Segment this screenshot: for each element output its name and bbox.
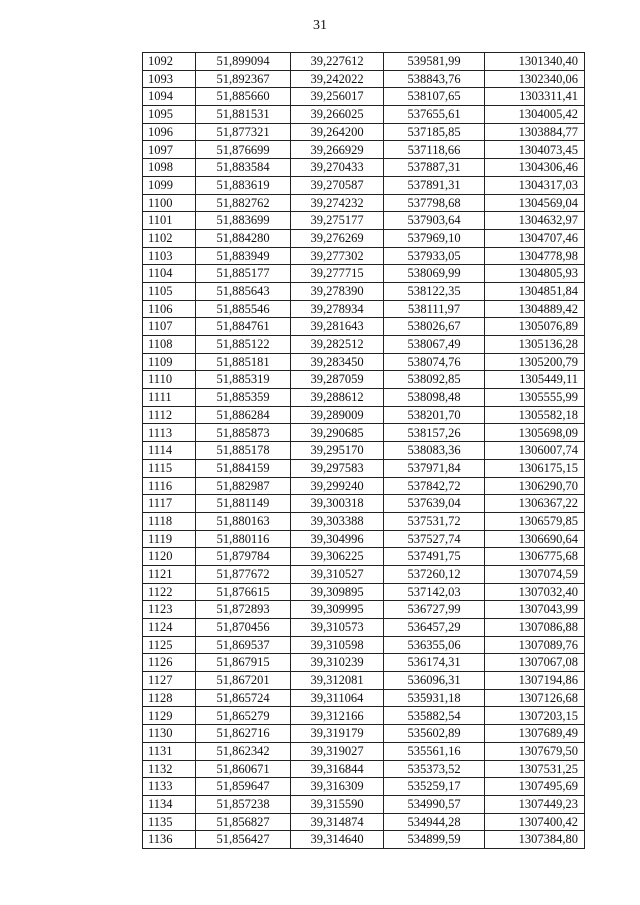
longitude-cell: 39,310598 [291,636,384,654]
y-coordinate-cell: 1305076,89 [485,318,585,336]
latitude-cell: 51,883619 [196,176,291,194]
longitude-cell: 39,290685 [291,424,384,442]
y-coordinate-cell: 1307126,68 [485,689,585,707]
longitude-cell: 39,266929 [291,141,384,159]
point-number-cell: 1112 [143,406,196,424]
table-row [143,194,585,212]
point-number-cell: 1136 [143,831,196,849]
table-row [143,707,585,725]
point-number-cell: 1096 [143,123,196,141]
latitude-cell: 51,867915 [196,654,291,672]
table-row [143,477,585,495]
y-coordinate-cell: 1304632,97 [485,212,585,230]
longitude-cell: 39,304996 [291,530,384,548]
table-row [143,795,585,813]
latitude-cell: 51,883699 [196,212,291,230]
table-row [143,778,585,796]
latitude-cell: 51,867201 [196,672,291,690]
x-coordinate-cell: 535259,17 [384,778,485,796]
table-row [143,353,585,371]
y-coordinate-cell: 1305200,79 [485,353,585,371]
latitude-cell: 51,862716 [196,725,291,743]
latitude-cell: 51,869537 [196,636,291,654]
longitude-cell: 39,303388 [291,512,384,530]
x-coordinate-cell: 538201,70 [384,406,485,424]
y-coordinate-cell: 1304306,46 [485,159,585,177]
longitude-cell: 39,227612 [291,53,384,71]
latitude-cell: 51,882762 [196,194,291,212]
point-number-cell: 1105 [143,282,196,300]
latitude-cell: 51,885181 [196,353,291,371]
point-number-cell: 1122 [143,583,196,601]
x-coordinate-cell: 536355,06 [384,636,485,654]
y-coordinate-cell: 1304851,84 [485,282,585,300]
table-row [143,548,585,566]
longitude-cell: 39,309995 [291,601,384,619]
y-coordinate-cell: 1307495,69 [485,778,585,796]
table-row [143,459,585,477]
y-coordinate-cell: 1305449,11 [485,371,585,389]
point-number-cell: 1119 [143,530,196,548]
y-coordinate-cell: 1307689,49 [485,725,585,743]
point-number-cell: 1100 [143,194,196,212]
x-coordinate-cell: 537655,61 [384,106,485,124]
table-row [143,336,585,354]
table-row [143,141,585,159]
table-row [143,406,585,424]
x-coordinate-cell: 537531,72 [384,512,485,530]
point-number-cell: 1134 [143,795,196,813]
x-coordinate-cell: 537527,74 [384,530,485,548]
x-coordinate-cell: 538122,35 [384,282,485,300]
point-number-cell: 1109 [143,353,196,371]
table-row [143,424,585,442]
point-number-cell: 1099 [143,176,196,194]
table-row [143,689,585,707]
table-row [143,831,585,849]
longitude-cell: 39,288612 [291,389,384,407]
y-coordinate-cell: 1304707,46 [485,229,585,247]
y-coordinate-cell: 1301340,40 [485,53,585,71]
latitude-cell: 51,876615 [196,583,291,601]
point-number-cell: 1117 [143,495,196,513]
y-coordinate-cell: 1307449,23 [485,795,585,813]
point-number-cell: 1123 [143,601,196,619]
point-number-cell: 1125 [143,636,196,654]
y-coordinate-cell: 1307400,42 [485,813,585,831]
latitude-cell: 51,885319 [196,371,291,389]
coordinates-table [142,52,585,849]
latitude-cell: 51,879784 [196,548,291,566]
latitude-cell: 51,862342 [196,742,291,760]
latitude-cell: 51,856827 [196,813,291,831]
longitude-cell: 39,297583 [291,459,384,477]
y-coordinate-cell: 1307203,15 [485,707,585,725]
point-number-cell: 1095 [143,106,196,124]
table-row [143,725,585,743]
latitude-cell: 51,857238 [196,795,291,813]
coordinates-table-body [143,53,585,849]
y-coordinate-cell: 1303311,41 [485,88,585,106]
x-coordinate-cell: 537903,64 [384,212,485,230]
y-coordinate-cell: 1305698,09 [485,424,585,442]
x-coordinate-cell: 535931,18 [384,689,485,707]
table-row [143,300,585,318]
latitude-cell: 51,856427 [196,831,291,849]
table-row [143,654,585,672]
x-coordinate-cell: 535882,54 [384,707,485,725]
latitude-cell: 51,885660 [196,88,291,106]
y-coordinate-cell: 1306775,68 [485,548,585,566]
latitude-cell: 51,885873 [196,424,291,442]
point-number-cell: 1124 [143,619,196,637]
y-coordinate-cell: 1303884,77 [485,123,585,141]
table-row [143,583,585,601]
longitude-cell: 39,299240 [291,477,384,495]
longitude-cell: 39,266025 [291,106,384,124]
y-coordinate-cell: 1307067,08 [485,654,585,672]
point-number-cell: 1106 [143,300,196,318]
y-coordinate-cell: 1307384,80 [485,831,585,849]
latitude-cell: 51,883584 [196,159,291,177]
latitude-cell: 51,884280 [196,229,291,247]
latitude-cell: 51,884159 [196,459,291,477]
table-row [143,106,585,124]
point-number-cell: 1120 [143,548,196,566]
latitude-cell: 51,870456 [196,619,291,637]
x-coordinate-cell: 537260,12 [384,565,485,583]
table-row [143,88,585,106]
longitude-cell: 39,264200 [291,123,384,141]
table-row [143,212,585,230]
x-coordinate-cell: 538107,65 [384,88,485,106]
longitude-cell: 39,310239 [291,654,384,672]
x-coordinate-cell: 536096,31 [384,672,485,690]
longitude-cell: 39,319179 [291,725,384,743]
table-row [143,601,585,619]
longitude-cell: 39,310573 [291,619,384,637]
longitude-cell: 39,276269 [291,229,384,247]
x-coordinate-cell: 536174,31 [384,654,485,672]
y-coordinate-cell: 1306290,70 [485,477,585,495]
longitude-cell: 39,278934 [291,300,384,318]
point-number-cell: 1108 [143,336,196,354]
latitude-cell: 51,885178 [196,442,291,460]
x-coordinate-cell: 538026,67 [384,318,485,336]
point-number-cell: 1118 [143,512,196,530]
longitude-cell: 39,278390 [291,282,384,300]
table-row [143,512,585,530]
point-number-cell: 1104 [143,265,196,283]
point-number-cell: 1101 [143,212,196,230]
coordinates-table-container [142,52,578,849]
x-coordinate-cell: 537118,66 [384,141,485,159]
table-row [143,123,585,141]
x-coordinate-cell: 538092,85 [384,371,485,389]
point-number-cell: 1110 [143,371,196,389]
point-number-cell: 1114 [143,442,196,460]
latitude-cell: 51,885359 [196,389,291,407]
longitude-cell: 39,300318 [291,495,384,513]
x-coordinate-cell: 534899,59 [384,831,485,849]
table-row [143,389,585,407]
y-coordinate-cell: 1306579,85 [485,512,585,530]
point-number-cell: 1094 [143,88,196,106]
longitude-cell: 39,281643 [291,318,384,336]
latitude-cell: 51,877672 [196,565,291,583]
point-number-cell: 1121 [143,565,196,583]
latitude-cell: 51,865724 [196,689,291,707]
point-number-cell: 1130 [143,725,196,743]
x-coordinate-cell: 537842,72 [384,477,485,495]
x-coordinate-cell: 536457,29 [384,619,485,637]
x-coordinate-cell: 537185,85 [384,123,485,141]
y-coordinate-cell: 1304889,42 [485,300,585,318]
x-coordinate-cell: 537971,84 [384,459,485,477]
latitude-cell: 51,860671 [196,760,291,778]
point-number-cell: 1131 [143,742,196,760]
table-row [143,813,585,831]
point-number-cell: 1129 [143,707,196,725]
y-coordinate-cell: 1307043,99 [485,601,585,619]
table-row [143,70,585,88]
longitude-cell: 39,316309 [291,778,384,796]
point-number-cell: 1107 [143,318,196,336]
x-coordinate-cell: 537142,03 [384,583,485,601]
table-row [143,176,585,194]
x-coordinate-cell: 538069,99 [384,265,485,283]
longitude-cell: 39,289009 [291,406,384,424]
latitude-cell: 51,880163 [196,512,291,530]
y-coordinate-cell: 1307194,86 [485,672,585,690]
longitude-cell: 39,319027 [291,742,384,760]
point-number-cell: 1103 [143,247,196,265]
y-coordinate-cell: 1304317,03 [485,176,585,194]
longitude-cell: 39,277715 [291,265,384,283]
table-row [143,619,585,637]
x-coordinate-cell: 537639,04 [384,495,485,513]
y-coordinate-cell: 1307679,50 [485,742,585,760]
point-number-cell: 1098 [143,159,196,177]
point-number-cell: 1113 [143,424,196,442]
latitude-cell: 51,885643 [196,282,291,300]
point-number-cell: 1128 [143,689,196,707]
y-coordinate-cell: 1302340,06 [485,70,585,88]
latitude-cell: 51,885122 [196,336,291,354]
x-coordinate-cell: 534944,28 [384,813,485,831]
table-row [143,495,585,513]
point-number-cell: 1127 [143,672,196,690]
latitude-cell: 51,885177 [196,265,291,283]
latitude-cell: 51,886284 [196,406,291,424]
y-coordinate-cell: 1304073,45 [485,141,585,159]
point-number-cell: 1097 [143,141,196,159]
x-coordinate-cell: 535561,16 [384,742,485,760]
longitude-cell: 39,312081 [291,672,384,690]
y-coordinate-cell: 1304005,42 [485,106,585,124]
longitude-cell: 39,314640 [291,831,384,849]
x-coordinate-cell: 537798,68 [384,194,485,212]
latitude-cell: 51,885546 [196,300,291,318]
table-row [143,530,585,548]
longitude-cell: 39,316844 [291,760,384,778]
point-number-cell: 1126 [143,654,196,672]
longitude-cell: 39,270433 [291,159,384,177]
latitude-cell: 51,899094 [196,53,291,71]
longitude-cell: 39,274232 [291,194,384,212]
x-coordinate-cell: 536727,99 [384,601,485,619]
latitude-cell: 51,872893 [196,601,291,619]
point-number-cell: 1115 [143,459,196,477]
y-coordinate-cell: 1307032,40 [485,583,585,601]
latitude-cell: 51,859647 [196,778,291,796]
x-coordinate-cell: 538074,76 [384,353,485,371]
x-coordinate-cell: 537491,75 [384,548,485,566]
latitude-cell: 51,877321 [196,123,291,141]
table-row [143,672,585,690]
y-coordinate-cell: 1304778,98 [485,247,585,265]
latitude-cell: 51,884761 [196,318,291,336]
y-coordinate-cell: 1305136,28 [485,336,585,354]
x-coordinate-cell: 537891,31 [384,176,485,194]
table-row [143,53,585,71]
y-coordinate-cell: 1307074,59 [485,565,585,583]
longitude-cell: 39,242022 [291,70,384,88]
table-row [143,247,585,265]
x-coordinate-cell: 538111,97 [384,300,485,318]
point-number-cell: 1093 [143,70,196,88]
x-coordinate-cell: 537969,10 [384,229,485,247]
longitude-cell: 39,314874 [291,813,384,831]
y-coordinate-cell: 1307089,76 [485,636,585,654]
longitude-cell: 39,270587 [291,176,384,194]
y-coordinate-cell: 1306007,74 [485,442,585,460]
longitude-cell: 39,311064 [291,689,384,707]
y-coordinate-cell: 1304805,93 [485,265,585,283]
latitude-cell: 51,882987 [196,477,291,495]
point-number-cell: 1092 [143,53,196,71]
longitude-cell: 39,282512 [291,336,384,354]
latitude-cell: 51,881149 [196,495,291,513]
page-number: 31 [313,18,327,33]
latitude-cell: 51,892367 [196,70,291,88]
point-number-cell: 1133 [143,778,196,796]
point-number-cell: 1132 [143,760,196,778]
table-row [143,742,585,760]
x-coordinate-cell: 538067,49 [384,336,485,354]
table-row [143,636,585,654]
longitude-cell: 39,315590 [291,795,384,813]
x-coordinate-cell: 538157,26 [384,424,485,442]
latitude-cell: 51,883949 [196,247,291,265]
x-coordinate-cell: 539581,99 [384,53,485,71]
latitude-cell: 51,880116 [196,530,291,548]
y-coordinate-cell: 1305582,18 [485,406,585,424]
longitude-cell: 39,287059 [291,371,384,389]
x-coordinate-cell: 538083,36 [384,442,485,460]
table-row [143,565,585,583]
table-row [143,265,585,283]
y-coordinate-cell: 1306175,15 [485,459,585,477]
longitude-cell: 39,306225 [291,548,384,566]
table-row [143,318,585,336]
table-row [143,442,585,460]
y-coordinate-cell: 1307086,88 [485,619,585,637]
y-coordinate-cell: 1306690,64 [485,530,585,548]
y-coordinate-cell: 1307531,25 [485,760,585,778]
y-coordinate-cell: 1306367,22 [485,495,585,513]
point-number-cell: 1111 [143,389,196,407]
x-coordinate-cell: 535373,52 [384,760,485,778]
longitude-cell: 39,275177 [291,212,384,230]
longitude-cell: 39,283450 [291,353,384,371]
table-row [143,159,585,177]
longitude-cell: 39,310527 [291,565,384,583]
longitude-cell: 39,309895 [291,583,384,601]
table-row [143,760,585,778]
latitude-cell: 51,876699 [196,141,291,159]
x-coordinate-cell: 538843,76 [384,70,485,88]
longitude-cell: 39,312166 [291,707,384,725]
latitude-cell: 51,865279 [196,707,291,725]
x-coordinate-cell: 538098,48 [384,389,485,407]
point-number-cell: 1102 [143,229,196,247]
longitude-cell: 39,256017 [291,88,384,106]
x-coordinate-cell: 537933,05 [384,247,485,265]
longitude-cell: 39,277302 [291,247,384,265]
table-row [143,371,585,389]
table-row [143,282,585,300]
x-coordinate-cell: 534990,57 [384,795,485,813]
point-number-cell: 1135 [143,813,196,831]
y-coordinate-cell: 1305555,99 [485,389,585,407]
y-coordinate-cell: 1304569,04 [485,194,585,212]
point-number-cell: 1116 [143,477,196,495]
x-coordinate-cell: 537887,31 [384,159,485,177]
latitude-cell: 51,881531 [196,106,291,124]
table-row [143,229,585,247]
x-coordinate-cell: 535602,89 [384,725,485,743]
longitude-cell: 39,295170 [291,442,384,460]
